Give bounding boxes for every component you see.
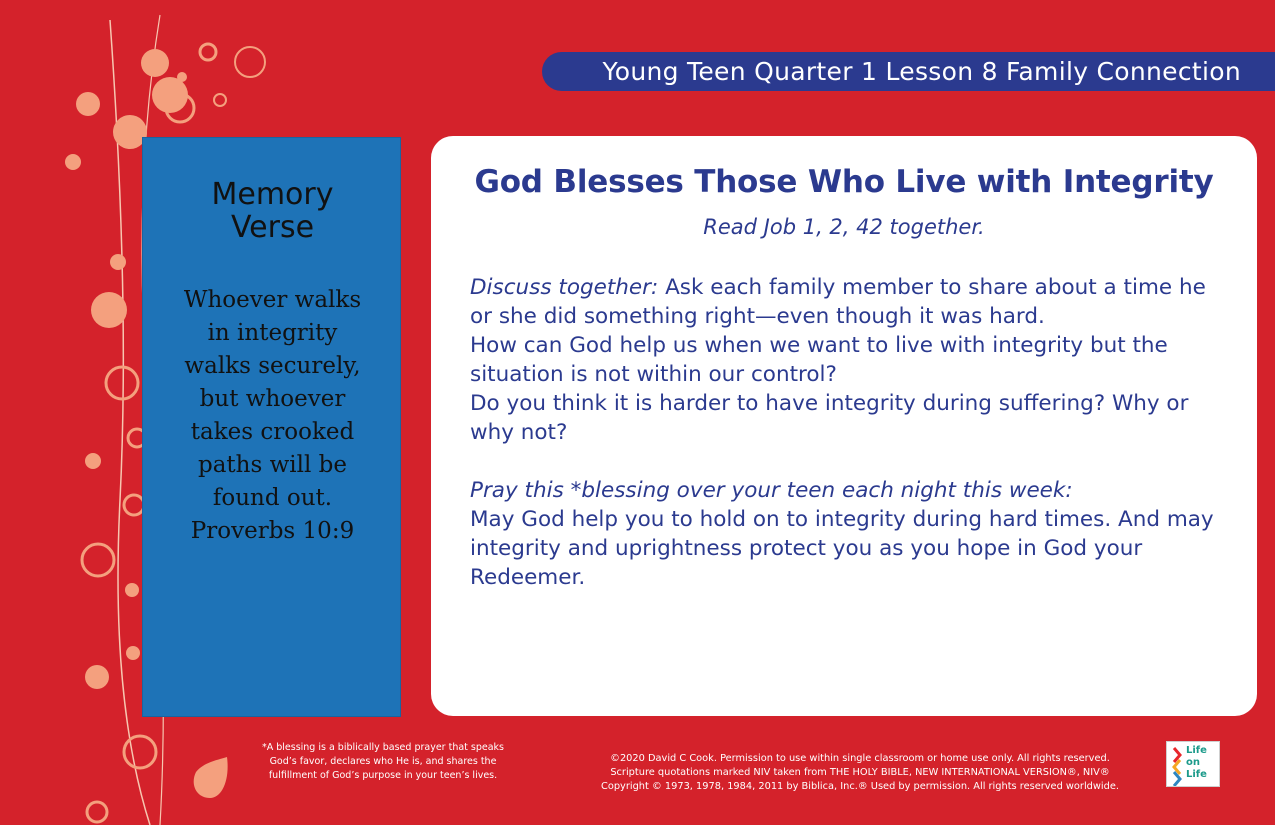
verse-line: but whoever bbox=[199, 386, 346, 412]
logo-word: Life bbox=[1186, 745, 1207, 756]
lesson-title: God Blesses Those Who Live with Integrity bbox=[474, 164, 1214, 200]
footnote-line: *A blessing is a biblically based prayer that speaks bbox=[261, 742, 505, 753]
footnote-line: fulfillment of God’s purpose in your teen’s lives. bbox=[268, 770, 498, 781]
paragraph-spacer bbox=[470, 447, 1230, 476]
memory-verse-title-line: Verse bbox=[230, 210, 315, 245]
header-banner bbox=[542, 52, 1275, 91]
lesson-body bbox=[470, 273, 1230, 592]
copyright-line: Copyright © 1973, 1978, 1984, 2011 by Biblica, Inc.® Used by permission. All rights reserved worldwide. bbox=[600, 781, 1119, 792]
memory-verse-panel bbox=[142, 137, 401, 717]
memory-verse-title bbox=[143, 178, 402, 244]
question-1: How can God help us when we want to live with integrity but the situation is not within our control? bbox=[470, 333, 1168, 387]
life-on-life-logo bbox=[1166, 741, 1220, 787]
verse-line: found out. bbox=[212, 485, 333, 511]
copyright-line: Scripture quotations marked NIV taken from THE HOLY BIBLE, NEW INTERNATIONAL VERSION®, NIV® bbox=[610, 767, 1110, 778]
copyright-line: ©2020 David C Cook. Permission to use within single classroom or home use only. All rights reserved. bbox=[610, 753, 1110, 764]
verse-line: walks securely, bbox=[184, 353, 361, 379]
discuss-paragraph bbox=[470, 273, 1230, 331]
discuss-lead: Discuss together: bbox=[470, 275, 659, 300]
memory-verse-text bbox=[157, 284, 388, 548]
verse-line: paths will be bbox=[197, 452, 347, 478]
copyright-notice bbox=[560, 752, 1160, 794]
banner-title: Young Teen Quarter 1 Lesson 8 Family Connection bbox=[602, 57, 1241, 86]
footnote-line: God’s favor, declares who He is, and shares the bbox=[269, 756, 497, 767]
question-2: Do you think it is harder to have integrity during suffering? Why or why not? bbox=[470, 391, 1189, 445]
memory-verse-title-line: Memory bbox=[211, 177, 334, 212]
lesson-card bbox=[431, 136, 1257, 716]
blessing-text: May God help you to hold on to integrity during hard times. And may integrity and uprightness protect you as you hope in God your Redeemer. bbox=[470, 507, 1214, 590]
verse-line: in integrity bbox=[207, 320, 338, 346]
logo-text bbox=[1186, 745, 1207, 781]
blessing-footnote bbox=[248, 741, 518, 783]
verse-line: takes crooked bbox=[190, 419, 355, 445]
logo-word: on bbox=[1186, 757, 1200, 768]
logo-mark-icon bbox=[1169, 742, 1187, 786]
pray-lead: Pray this *blessing over your teen each night this week: bbox=[470, 478, 1073, 503]
logo-word: Life bbox=[1186, 769, 1207, 780]
reading-instruction: Read Job 1, 2, 42 together. bbox=[703, 215, 985, 239]
discuss-text: Ask each family member to share about a time he or she did something right—even though it was hard. bbox=[470, 275, 1206, 329]
verse-line: Whoever walks bbox=[183, 287, 362, 313]
verse-reference: Proverbs 10:9 bbox=[190, 518, 355, 544]
